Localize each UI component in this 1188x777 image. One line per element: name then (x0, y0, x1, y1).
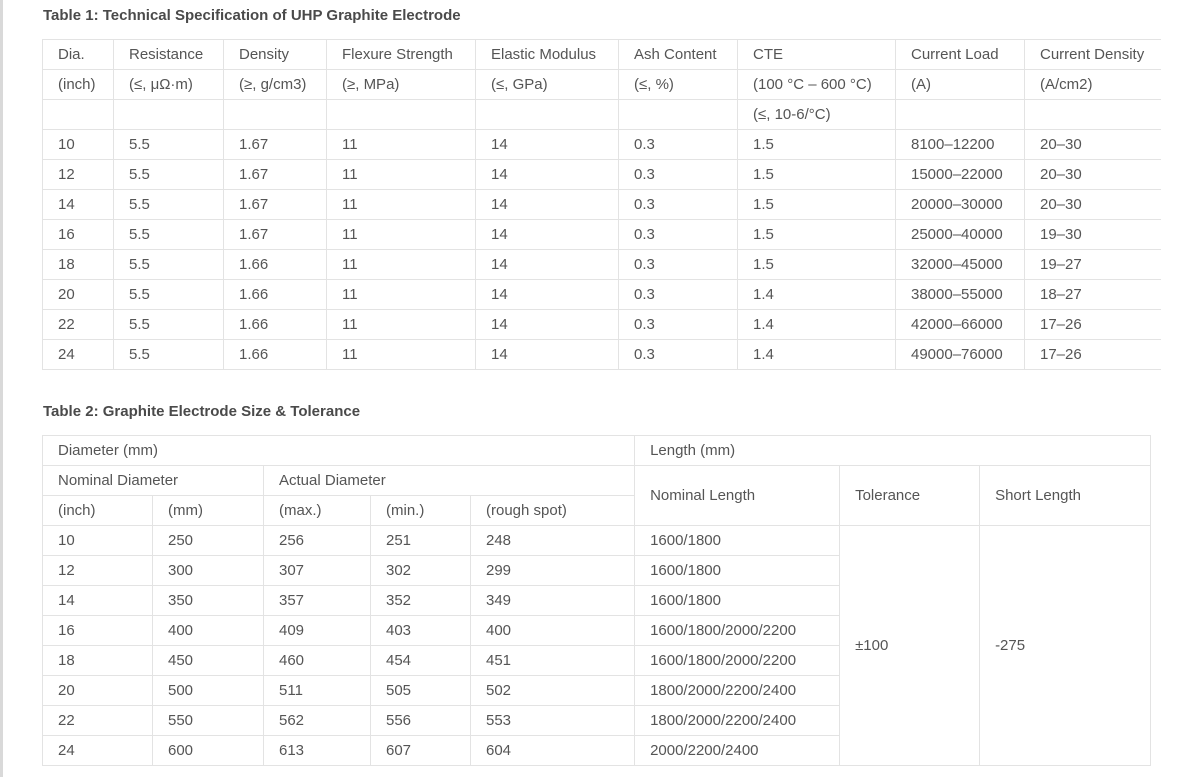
table-header-row (43, 100, 1161, 130)
table-header-row (43, 436, 1151, 466)
table-cell: 1600/1800 (635, 586, 840, 616)
header-cell (327, 100, 476, 130)
table-row (43, 526, 1151, 556)
table-cell: 20 (43, 280, 114, 310)
table-cell: 14 (43, 190, 114, 220)
nominal-length-header: Nominal Length (635, 466, 840, 526)
spec-table (42, 39, 1161, 370)
table-row (43, 220, 1161, 250)
header-cell: (A) (896, 70, 1025, 100)
table-cell: 0.3 (619, 190, 738, 220)
header-cell: CTE (738, 40, 896, 70)
header-cell: Elastic Modulus (476, 40, 619, 70)
table-cell: 400 (471, 616, 635, 646)
table-cell: 1.4 (738, 280, 896, 310)
table-cell: 0.3 (619, 340, 738, 370)
table-cell: 11 (327, 250, 476, 280)
table-cell: 403 (371, 616, 471, 646)
table-cell: 22 (43, 310, 114, 340)
table-cell: 1.66 (224, 340, 327, 370)
table-cell: 11 (327, 340, 476, 370)
table-cell: 1.66 (224, 310, 327, 340)
table-cell: 550 (153, 706, 264, 736)
table-cell: 604 (471, 736, 635, 766)
table-cell: 14 (476, 160, 619, 190)
table-cell: 352 (371, 586, 471, 616)
actual-diameter-header: Actual Diameter (264, 466, 635, 496)
table-cell: 1.67 (224, 130, 327, 160)
table-row (43, 340, 1161, 370)
table-cell: 1800/2000/2200/2400 (635, 706, 840, 736)
table-cell: 5.5 (114, 220, 224, 250)
table-cell: 500 (153, 676, 264, 706)
table-cell: 613 (264, 736, 371, 766)
table-cell: 1600/1800/2000/2200 (635, 616, 840, 646)
table-cell: 12 (43, 160, 114, 190)
table-cell: 14 (476, 190, 619, 220)
table-cell: 14 (476, 340, 619, 370)
header-cell: Current Load (896, 40, 1025, 70)
table-cell: 0.3 (619, 250, 738, 280)
table-cell: 1.5 (738, 220, 896, 250)
table-cell: 607 (371, 736, 471, 766)
table-cell: 553 (471, 706, 635, 736)
header-cell: (≤, 10-6/°C) (738, 100, 896, 130)
header-cell: (≥, MPa) (327, 70, 476, 100)
table-cell: 400 (153, 616, 264, 646)
table-cell: 19–30 (1025, 220, 1161, 250)
table-cell: 17–26 (1025, 340, 1161, 370)
table-cell: 11 (327, 160, 476, 190)
table-cell: 10 (43, 130, 114, 160)
table-cell: 1.67 (224, 220, 327, 250)
table-cell: 1.5 (738, 160, 896, 190)
table-cell: 505 (371, 676, 471, 706)
size-tolerance-table (42, 435, 1151, 766)
table-cell: 22 (43, 706, 153, 736)
table-cell: 409 (264, 616, 371, 646)
table-cell: 451 (471, 646, 635, 676)
table-cell: 5.5 (114, 280, 224, 310)
header-cell: (mm) (153, 496, 264, 526)
header-cell: Current Density (1025, 40, 1161, 70)
table-cell: 502 (471, 676, 635, 706)
table-cell: 0.3 (619, 220, 738, 250)
table-cell: 49000–76000 (896, 340, 1025, 370)
table-cell: 1.66 (224, 280, 327, 310)
header-cell (114, 100, 224, 130)
table-cell: 42000–66000 (896, 310, 1025, 340)
header-cell: (min.) (371, 496, 471, 526)
table-cell: 25000–40000 (896, 220, 1025, 250)
table-cell: 19–27 (1025, 250, 1161, 280)
table-cell: 349 (471, 586, 635, 616)
table-cell: 1.67 (224, 190, 327, 220)
header-cell: (≤, μΩ·m) (114, 70, 224, 100)
table-cell: 1.4 (738, 340, 896, 370)
table-cell: 1.66 (224, 250, 327, 280)
table-header-row (43, 466, 1151, 496)
table-cell: 256 (264, 526, 371, 556)
table-cell: 18 (43, 250, 114, 280)
table-cell: 248 (471, 526, 635, 556)
table-cell: 20–30 (1025, 160, 1161, 190)
table-cell: 11 (327, 310, 476, 340)
table-cell: 1600/1800 (635, 556, 840, 586)
table1-caption: Table 1: Technical Specification of UHP Graphite Electrode (43, 7, 461, 24)
header-cell: Dia. (43, 40, 114, 70)
header-cell (619, 100, 738, 130)
table-cell: 1.5 (738, 130, 896, 160)
nominal-diameter-header: Nominal Diameter (43, 466, 264, 496)
table-cell: 5.5 (114, 310, 224, 340)
table-cell: 2000/2200/2400 (635, 736, 840, 766)
header-cell (1025, 100, 1161, 130)
table-cell: 1600/1800 (635, 526, 840, 556)
table-cell: 14 (476, 280, 619, 310)
header-cell: (inch) (43, 496, 153, 526)
page-left-rule (0, 0, 3, 777)
table-cell: 18–27 (1025, 280, 1161, 310)
table-row (43, 280, 1161, 310)
table-cell: 20000–30000 (896, 190, 1025, 220)
table-cell: 12 (43, 556, 153, 586)
header-cell: (inch) (43, 70, 114, 100)
table-cell: 1.5 (738, 250, 896, 280)
header-cell: (rough spot) (471, 496, 635, 526)
length-group-header: Length (mm) (635, 436, 1151, 466)
table-cell: 600 (153, 736, 264, 766)
table-cell: 511 (264, 676, 371, 706)
header-cell: Ash Content (619, 40, 738, 70)
header-cell: (≥, g/cm3) (224, 70, 327, 100)
table-cell: 8100–12200 (896, 130, 1025, 160)
header-cell: (A/cm2) (1025, 70, 1161, 100)
table-cell: 299 (471, 556, 635, 586)
header-cell (896, 100, 1025, 130)
table-cell: 14 (476, 130, 619, 160)
table-cell: 10 (43, 526, 153, 556)
table-cell: 14 (43, 586, 153, 616)
table-cell: 20–30 (1025, 130, 1161, 160)
table-cell: 0.3 (619, 130, 738, 160)
table-cell: 24 (43, 736, 153, 766)
table-cell: 350 (153, 586, 264, 616)
table-cell: 251 (371, 526, 471, 556)
table-cell: 454 (371, 646, 471, 676)
header-cell (43, 100, 114, 130)
table-cell: 357 (264, 586, 371, 616)
table-cell: 460 (264, 646, 371, 676)
table-cell: 1800/2000/2200/2400 (635, 676, 840, 706)
table-row (43, 310, 1161, 340)
header-cell: (≤, %) (619, 70, 738, 100)
table-header-row (43, 40, 1161, 70)
header-cell: Flexure Strength (327, 40, 476, 70)
table-cell: 15000–22000 (896, 160, 1025, 190)
table-cell: 24 (43, 340, 114, 370)
header-cell (224, 100, 327, 130)
table-row (43, 160, 1161, 190)
table-cell: 1600/1800/2000/2200 (635, 646, 840, 676)
table-cell: 1.5 (738, 190, 896, 220)
tolerance-header: Tolerance (840, 466, 980, 526)
table-cell: 14 (476, 220, 619, 250)
table-cell: 32000–45000 (896, 250, 1025, 280)
table-cell: 38000–55000 (896, 280, 1025, 310)
header-cell: (max.) (264, 496, 371, 526)
table-row (43, 250, 1161, 280)
table-cell: 0.3 (619, 160, 738, 190)
table-cell: 1.4 (738, 310, 896, 340)
header-cell: (100 °C – 600 °C) (738, 70, 896, 100)
table-row (43, 190, 1161, 220)
table-cell: 5.5 (114, 160, 224, 190)
table-cell: 302 (371, 556, 471, 586)
table-cell: 307 (264, 556, 371, 586)
table-cell: 16 (43, 220, 114, 250)
table-cell: 20–30 (1025, 190, 1161, 220)
table-cell: 11 (327, 190, 476, 220)
table-cell: 14 (476, 250, 619, 280)
table-cell: 5.5 (114, 340, 224, 370)
table-cell: 11 (327, 130, 476, 160)
header-cell: Density (224, 40, 327, 70)
short-length-value: -275 (980, 526, 1151, 766)
tolerance-value: ±100 (840, 526, 980, 766)
table-header-row (43, 70, 1161, 100)
table-cell: 450 (153, 646, 264, 676)
table-cell: 20 (43, 676, 153, 706)
diameter-group-header: Diameter (mm) (43, 436, 635, 466)
table-cell: 11 (327, 220, 476, 250)
table-cell: 300 (153, 556, 264, 586)
header-cell: (≤, GPa) (476, 70, 619, 100)
table-cell: 556 (371, 706, 471, 736)
table2-caption: Table 2: Graphite Electrode Size & Tolerance (43, 403, 361, 420)
table-cell: 5.5 (114, 130, 224, 160)
table-cell: 16 (43, 616, 153, 646)
table-cell: 0.3 (619, 310, 738, 340)
table-cell: 0.3 (619, 280, 738, 310)
table-cell: 18 (43, 646, 153, 676)
table-cell: 17–26 (1025, 310, 1161, 340)
header-cell (476, 100, 619, 130)
table-cell: 5.5 (114, 190, 224, 220)
short-length-header: Short Length (980, 466, 1151, 526)
table-cell: 5.5 (114, 250, 224, 280)
table-cell: 1.67 (224, 160, 327, 190)
header-cell: Resistance (114, 40, 224, 70)
table-cell: 11 (327, 280, 476, 310)
table-cell: 250 (153, 526, 264, 556)
table-row (43, 130, 1161, 160)
table-cell: 14 (476, 310, 619, 340)
table-cell: 562 (264, 706, 371, 736)
